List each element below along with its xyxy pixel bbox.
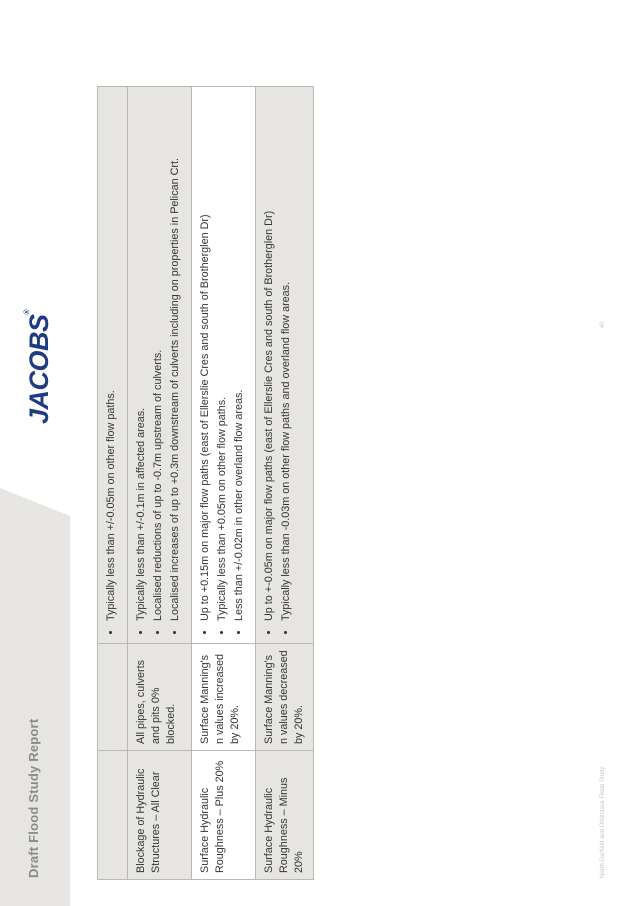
list-item: • Localised increases of up to +0.3m downstream of culverts including on properties in Pelican Crt. bbox=[168, 93, 183, 621]
table-row bbox=[256, 87, 314, 880]
report-title: Draft Flood Study Report bbox=[26, 718, 41, 878]
scenario-cell: Surface Hydraulic Roughness – Minus 20% bbox=[256, 751, 314, 880]
scenario-cell: Surface Hydraulic Roughness – Plus 20% bbox=[192, 751, 256, 880]
list-item: • Up to +-0.05m on major flow paths (east of Ellerslie Cres and south of Brotherglen Dr) bbox=[262, 93, 277, 621]
table-row bbox=[192, 87, 256, 880]
description-cell: Surface Manning's n values increased by 20%. bbox=[192, 644, 256, 751]
jacobs-logo bbox=[24, 310, 55, 424]
description-cell: Surface Manning's n values decreased by 20%. bbox=[256, 644, 314, 751]
results-cell bbox=[192, 87, 256, 644]
table-row bbox=[128, 87, 192, 880]
results-cell bbox=[128, 87, 192, 644]
results-list bbox=[198, 93, 247, 637]
footer-text: North Garfield and Orbitstack Flood Study bbox=[600, 766, 606, 878]
registered-mark: ® bbox=[24, 309, 31, 315]
results-cell bbox=[98, 87, 128, 644]
description-cell bbox=[98, 644, 128, 751]
results-list bbox=[262, 93, 294, 637]
scenario-cell bbox=[98, 751, 128, 880]
sensitivity-results-table bbox=[97, 86, 314, 880]
description-cell: All pipes, culverts and pits 0% blocked. bbox=[128, 644, 192, 751]
list-item: • Typically less than +/-0.1m in affected areas. bbox=[134, 93, 149, 621]
table-row bbox=[98, 87, 128, 880]
logo-text: JACOBS bbox=[24, 314, 54, 424]
scenario-cell: Blockage of Hydraulic Structures – All Clear bbox=[128, 751, 192, 880]
list-item: • Typically less than +/-0.05m on other flow paths. bbox=[104, 93, 119, 621]
list-item: • Localised reductions of up to -0.7m upstream of culverts. bbox=[151, 93, 166, 621]
list-item: • Typically less than -0.03m on other flow paths and overland flow areas. bbox=[279, 93, 294, 621]
list-item: • Up to +0.15m on major flow paths (east of Ellerslie Cres and south of Brotherglen Dr) bbox=[198, 93, 213, 621]
list-item: • Less than +/-0.02m in other overland flow areas. bbox=[232, 93, 247, 621]
list-item: • Typically less than +0.05m on other flow paths. bbox=[215, 93, 230, 621]
results-list bbox=[134, 93, 183, 637]
results-cell bbox=[256, 87, 314, 644]
results-list bbox=[104, 93, 119, 637]
page-number: 40 bbox=[600, 321, 606, 328]
